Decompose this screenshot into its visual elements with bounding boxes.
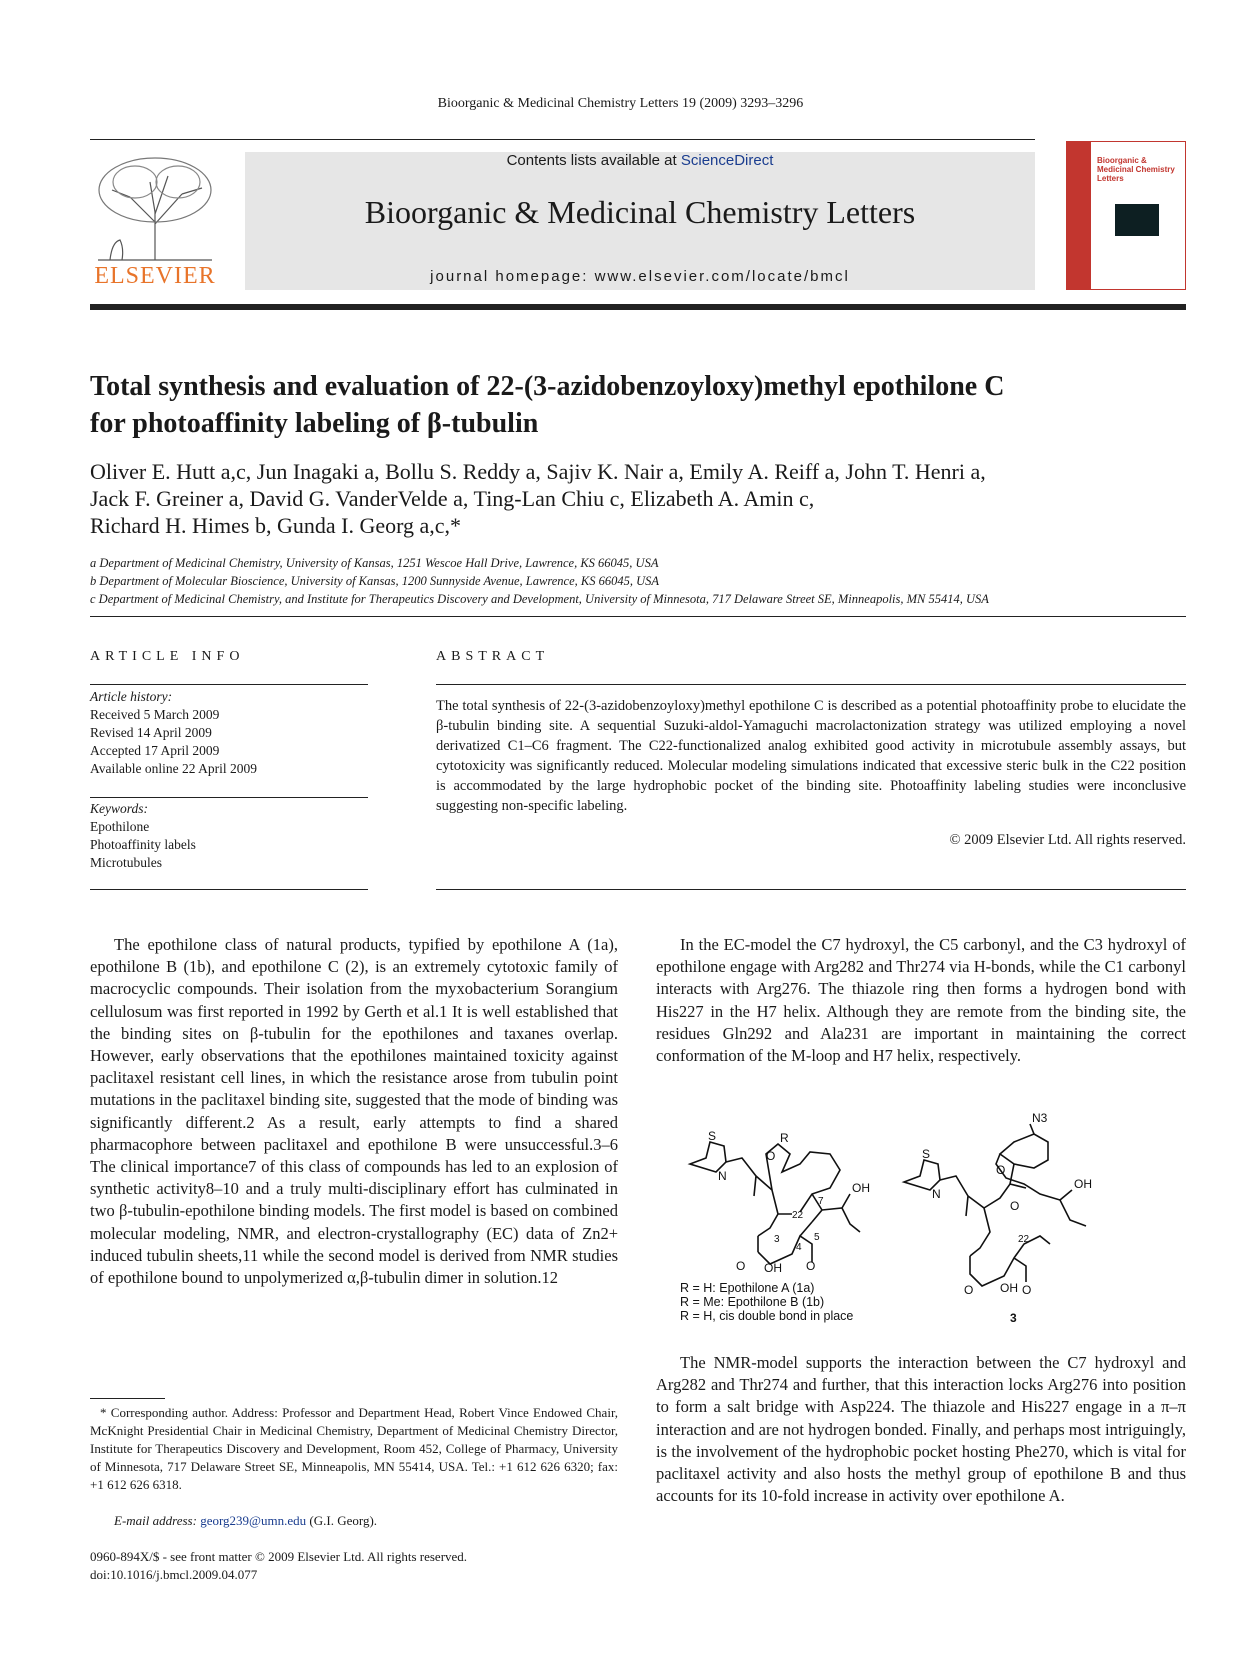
legend-line: R = H, cis double bond in place bbox=[680, 1309, 854, 1323]
journal-cover bbox=[1066, 141, 1186, 290]
atom-label: OH bbox=[1074, 1177, 1092, 1191]
header-rule bbox=[90, 139, 1035, 140]
corresponding-author-note: * Corresponding author. Address: Professor and Department Head, Robert Vince Endowed Chair, McKnight Presidential Chair in Medicinal Chemistry, Department of Medicinal Chemistry Director, Institute for Therapeutics Discovery and Development, Room 452, College of Pharmacy, University of Minnesota, 717 Delaware Street SE, Minneapolis, MN 55414, USA. Tel.: +1 612 626 6320; fax: +1 612 626 6318. bbox=[90, 1405, 618, 1492]
title-line-2: for photoaffinity labeling of β-tubulin bbox=[90, 408, 539, 439]
atom-label: R bbox=[780, 1131, 789, 1145]
compound-3-label: 3 bbox=[1010, 1311, 1017, 1325]
authors-line-3: Richard H. Himes b, Gunda I. Georg a,c,* bbox=[90, 513, 462, 538]
journal-banner bbox=[245, 152, 1035, 290]
atom-label: 5 bbox=[814, 1232, 820, 1243]
cover-stripe bbox=[1067, 142, 1091, 289]
atom-label: S bbox=[708, 1129, 717, 1143]
journal-homepage[interactable]: journal homepage: www.elsevier.com/locate/bmcl bbox=[430, 268, 850, 285]
atom-label: 3 bbox=[774, 1234, 780, 1245]
affiliations bbox=[90, 554, 1190, 608]
history-received: Received 5 March 2009 bbox=[90, 707, 220, 722]
abstract-rule-top bbox=[436, 684, 1186, 685]
atom-label: S bbox=[922, 1147, 931, 1161]
keywords-label: Keywords: bbox=[90, 801, 148, 816]
atom-label: O bbox=[1022, 1283, 1032, 1297]
atom-label: 4 bbox=[796, 1242, 802, 1253]
keyword-item: Photoaffinity labels bbox=[90, 837, 196, 852]
email-suffix: (G.I. Georg). bbox=[309, 1513, 378, 1528]
atom-label: N bbox=[932, 1187, 941, 1201]
authors-line-2: Jack F. Greiner a, David G. VanderVelde a, Ting-Lan Chiu c, Elizabeth A. Amin c, bbox=[90, 486, 815, 511]
publisher-name: ELSEVIER bbox=[94, 263, 216, 289]
doi-line[interactable]: doi:10.1016/j.bmcl.2009.04.077 bbox=[90, 1567, 258, 1582]
footnote-rule bbox=[90, 1398, 165, 1399]
atom-label: 22 bbox=[792, 1210, 804, 1221]
info-rule-3 bbox=[90, 889, 368, 890]
article-history bbox=[90, 688, 368, 778]
issn-block bbox=[90, 1548, 467, 1584]
abstract-heading: ABSTRACT bbox=[436, 649, 550, 664]
atom-label: OH bbox=[1000, 1281, 1018, 1295]
keyword-item: Microtubules bbox=[90, 855, 162, 870]
abstract-text: The total synthesis of 22-(3-azidobenzoyloxy)methyl epothilone C is described as a potential photoaffinity probe to elucidate the β-tubulin binding site. A sequential Suzuki-aldol-Yamaguchi macrolactonization strategy was utilized employing a novel derivatized C1–C6 fragment. The C22-functionalized analog exhibited good activity in microtubule assembly assays, but cytotoxicity was significantly reduced. Molecular modeling simulations indicated that excessive steric bulk in the C22 position is accommodated by the large hydrophobic pocket of the binding site. Photoaffinity labeling studies were inconclusive suggesting non-specific labeling. bbox=[436, 698, 1186, 814]
atom-label: 22 bbox=[1018, 1234, 1030, 1245]
issn-line: 0960-894X/$ - see front matter © 2009 Elsevier Ltd. All rights reserved. bbox=[90, 1549, 468, 1564]
email-link[interactable]: georg239@umn.edu bbox=[200, 1513, 307, 1528]
keyword-item: Epothilone bbox=[90, 819, 150, 834]
body-paragraph-1: The epothilone class of natural products, typified by epothilone A (1a), epothilone B (1b), and epothilone C (2), is an extremely cytotoxic family of macrocyclic compounds. Their isolation from the myxobacterium Sorangium cellulosum was first reported in 1992 by Gerth et al.1 It is well established that the binding sites on β-tubulin for the epothilones and taxanes overlap. However, early observations that the epothilones maintained toxicity against paclitaxel resistant cell lines, in which the resistance arose from tubulin point mutations in the paclitaxel binding site, suggested that the mode of binding was significantly different.2 As a result, early attempts to find a shared pharmacophore between paclitaxel and epothilone B were unsuccessful.3–6 The clinical importance7 of this class of compounds has led to an explosion of synthetic activity8–10 and a truly multi-disciplinary effort has culminated in two β-tubulin-epothilone binding models. The first model is based on combined molecular modeling, NMR, and electron-crystallography (EC) data of Zn2+ induced tubulin sheets,11 while the second model is derived from NMR studies of epothilone bound to unpolymerized α,β-tubulin dimer in solution.12 bbox=[90, 935, 618, 1288]
journal-citation: Bioorganic & Medicinal Chemistry Letters 19 (2009) 3293–3296 bbox=[437, 96, 804, 111]
structure-3-bonds bbox=[904, 1124, 1086, 1286]
journal-title: Bioorganic & Medicinal Chemistry Letters bbox=[364, 194, 916, 230]
email-line bbox=[90, 1512, 618, 1530]
elsevier-logo bbox=[90, 152, 220, 290]
cover-title: Bioorganic & Medicinal Chemistry Letters bbox=[1097, 156, 1175, 183]
info-rule-2 bbox=[90, 797, 368, 798]
body-paragraph-3: The NMR-model supports the interaction between the C7 hydroxyl and Arg282 and Thr274 and further, that this interaction locks Arg276 into position to form a salt bridge with Asp224. The thiazole and His227 engage in a π–π interaction and are not hydrogen bonded. Finally, and perhaps most intriguingly, is the involvement of the hydrophobic pocket hosting Phe270, which is vital for paclitaxel activity and also hosts the methyl group of epothilone B and thus accounts for its 10-fold increase in activity over epothilone A. bbox=[656, 1353, 1186, 1506]
atom-label: N bbox=[718, 1169, 727, 1183]
legend-line: R = H: Epothilone A (1a) bbox=[680, 1281, 815, 1295]
history-accepted: Accepted 17 April 2009 bbox=[90, 743, 220, 758]
authors-line-1: Oliver E. Hutt a,c, Jun Inagaki a, Bollu S. Reddy a, Sajiv K. Nair a, Emily A. Reiff a, John T. Henri a, bbox=[90, 459, 986, 484]
affiliation-a: a Department of Medicinal Chemistry, University of Kansas, 1251 Wescoe Hall Drive, Lawrence, KS 66045, USA bbox=[90, 556, 659, 570]
atom-label: O bbox=[1010, 1199, 1020, 1213]
atom-label: N3 bbox=[1032, 1111, 1048, 1125]
keywords bbox=[90, 800, 368, 872]
atom-label: 7 bbox=[818, 1196, 824, 1207]
article-info-heading: ARTICLE INFO bbox=[90, 649, 245, 664]
email-label: E-mail address: bbox=[114, 1513, 197, 1528]
atom-label: OH bbox=[764, 1261, 782, 1275]
affiliation-b: b Department of Molecular Bioscience, University of Kansas, 1200 Sunnyside Avenue, Lawrence, KS 66045, USA bbox=[90, 574, 660, 588]
history-online: Available online 22 April 2009 bbox=[90, 761, 257, 776]
author-list bbox=[90, 458, 1190, 539]
info-rule-1 bbox=[90, 684, 368, 685]
atom-label: OH bbox=[852, 1181, 870, 1195]
atom-label: O bbox=[964, 1283, 974, 1297]
atom-label: O bbox=[766, 1149, 776, 1163]
abstract-copyright: © 2009 Elsevier Ltd. All rights reserved. bbox=[949, 832, 1186, 848]
atom-label: O bbox=[806, 1259, 816, 1273]
atom-label: O bbox=[736, 1259, 746, 1273]
article-title bbox=[90, 368, 1190, 442]
history-label: Article history: bbox=[90, 689, 173, 704]
contents-line bbox=[245, 152, 1035, 169]
header-thick-rule bbox=[90, 304, 1186, 310]
history-revised: Revised 14 April 2009 bbox=[90, 725, 212, 740]
title-line-1: Total synthesis and evaluation of 22-(3-azidobenzoyloxy)methyl epothilone C bbox=[90, 371, 1005, 402]
structure-legend bbox=[680, 1281, 853, 1323]
affiliation-rule bbox=[90, 616, 1186, 617]
legend-line: R = Me: Epothilone B (1b) bbox=[680, 1295, 825, 1309]
sciencedirect-link[interactable]: ScienceDirect bbox=[680, 152, 774, 169]
affiliation-c: c Department of Medicinal Chemistry, and Institute for Therapeutics Discovery and Development, University of Minnesota, 717 Delaware Street SE, Minneapolis, MN 55414, USA bbox=[90, 592, 989, 606]
epothilone-structures-figure bbox=[680, 1111, 1186, 1325]
cover-image bbox=[1115, 204, 1159, 236]
contents-prefix: Contents lists available at bbox=[506, 152, 677, 169]
tree-icon bbox=[90, 152, 220, 264]
atom-label: O bbox=[996, 1163, 1006, 1177]
body-paragraph-2: In the EC-model the C7 hydroxyl, the C5 carbonyl, and the C3 hydroxyl of epothilone engage with Arg282 and Thr274 via H-bonds, while the C1 carbonyl interacts with Arg276. The thiazole ring then forms a hydrogen bond with His227 in the H7 helix. Although they are remote from the binding site, the residues Gln292 and Ala231 are important in maintaining the correct conformation of the M-loop and H7 helix, respectively. bbox=[656, 935, 1186, 1066]
abstract-rule-bottom bbox=[436, 889, 1186, 890]
